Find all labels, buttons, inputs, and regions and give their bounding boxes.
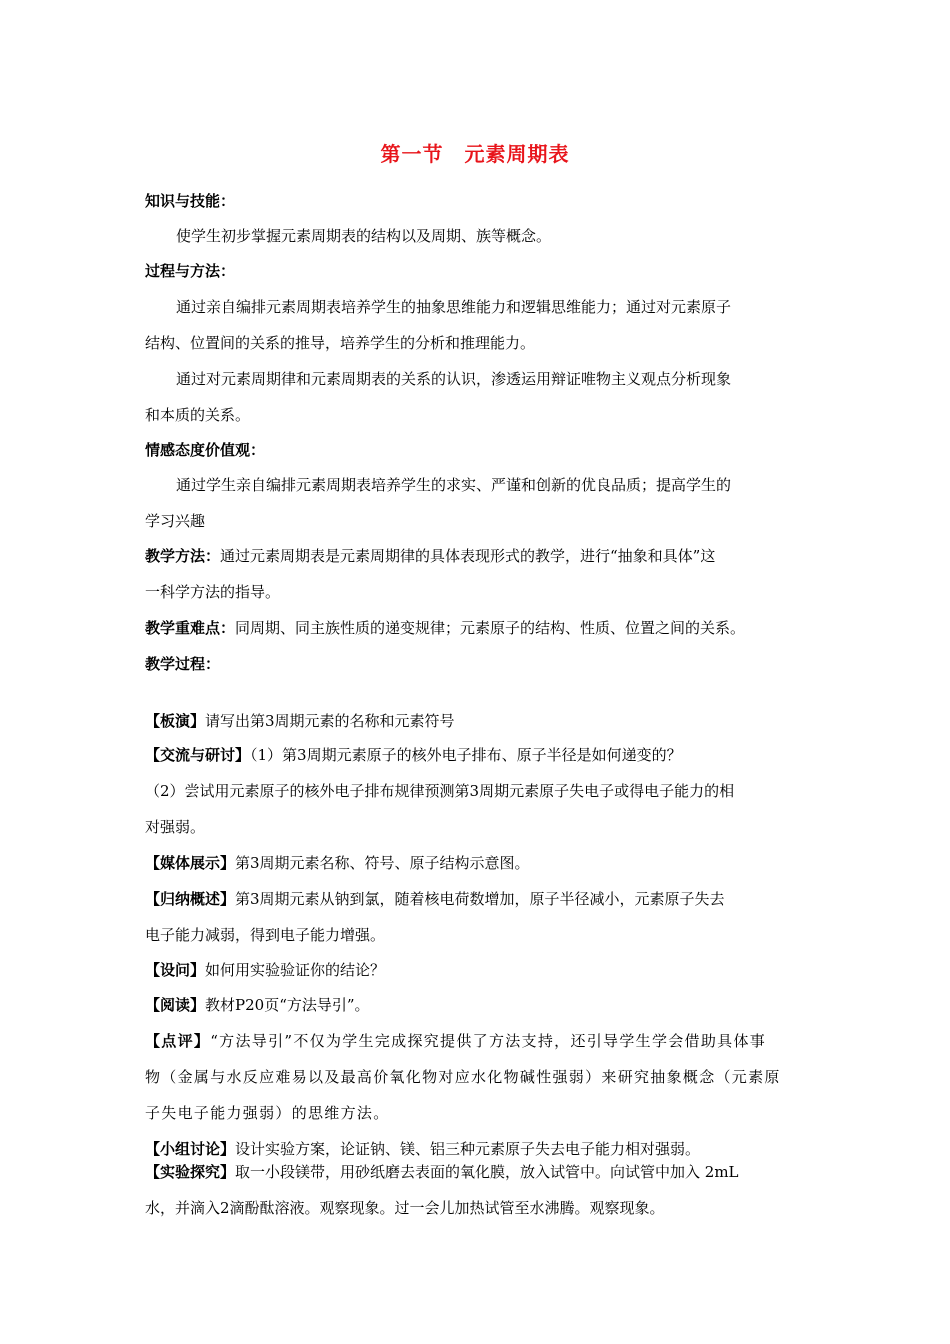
step-summary bbox=[145, 889, 815, 909]
step-experiment-line1: 取一小段镁带，用砂纸磨去表面的氧化膜，放入试管中。向试管中加入 2mL bbox=[235, 1163, 739, 1181]
step-experiment bbox=[145, 1162, 815, 1182]
step-group-tag: 【小组讨论】 bbox=[145, 1140, 236, 1158]
method-heading: 教学方法： bbox=[145, 547, 221, 565]
step-group bbox=[145, 1139, 815, 1159]
step-reading-tag: 【阅读】 bbox=[145, 996, 206, 1014]
process-p1-line2: 结构、位置间的关系的推导，培养学生的分析和推理能力。 bbox=[145, 334, 536, 352]
method-line1 bbox=[145, 546, 815, 566]
step-experiment-line2: 水，并滴入2滴酚酞溶液。观察现象。过一会儿加热试管至水沸腾。观察现象。 bbox=[145, 1199, 665, 1217]
step-summary-tag: 【归纳概述】 bbox=[145, 890, 236, 908]
step-media-text: 第3周期元素名称、符号、原子结构示意图。 bbox=[235, 854, 530, 872]
key-points-line bbox=[145, 618, 815, 638]
step-comment bbox=[145, 1031, 815, 1051]
step-board-tag: 【板演】 bbox=[145, 712, 206, 730]
step-comment-line1: “方法导引”不仅为学生完成探究提供了方法支持，还引导学生学会借助具体事 bbox=[210, 1032, 767, 1050]
step-question bbox=[145, 960, 815, 980]
emotion-p1-line1: 通过学生亲自编排元素周期表培养学生的求实、严谨和创新的优良品质；提高学生的 bbox=[176, 476, 732, 494]
knowledge-heading: 知识与技能： bbox=[145, 192, 236, 210]
method-line2: 一科学方法的指导。 bbox=[145, 583, 281, 601]
key-points-heading: 教学重难点： bbox=[145, 619, 236, 637]
step-discuss-line3: 对强弱。 bbox=[145, 818, 206, 836]
step-summary-line1: 第3周期元素从钠到氯，随着核电荷数增加，原子半径减小，元素原子失去 bbox=[235, 890, 725, 908]
step-discuss-tag: 【交流与研讨】 bbox=[145, 746, 251, 764]
process-p2-line2: 和本质的关系。 bbox=[145, 406, 251, 424]
key-points-text: 同周期、同主族性质的递变规律；元素原子的结构、性质、位置之间的关系。 bbox=[235, 619, 746, 637]
step-media-tag: 【媒体展示】 bbox=[145, 854, 236, 872]
step-comment-line2: 物（金属与水反应难易以及最高价氧化物对应水化物碱性强弱）来研究抽象概念（元素原 bbox=[145, 1068, 781, 1086]
method-text: 通过元素周期表是元素周期律的具体表现形式的教学，进行“抽象和具体”这 bbox=[220, 547, 716, 565]
teaching-process-heading: 教学过程： bbox=[145, 655, 221, 673]
step-experiment-tag: 【实验探究】 bbox=[145, 1163, 236, 1181]
emotion-heading: 情感态度价值观： bbox=[145, 441, 266, 459]
step-question-tag: 【设问】 bbox=[145, 961, 206, 979]
step-group-text: 设计实验方案，论证钠、镁、铝三种元素原子失去电子能力相对强弱。 bbox=[235, 1140, 701, 1158]
step-discuss-line1: （1）第3周期元素原子的核外电子排布、原子半径是如何递变的？ bbox=[250, 746, 682, 764]
step-board-text: 请写出第3周期元素的名称和元素符号 bbox=[205, 712, 455, 730]
step-reading bbox=[145, 995, 815, 1015]
step-question-text: 如何用实验验证你的结论？ bbox=[205, 961, 386, 979]
page-title: 第一节 元素周期表 bbox=[380, 142, 570, 166]
process-p1-line1: 通过亲自编排元素周期表培养学生的抽象思维能力和逻辑思维能力；通过对元素原子 bbox=[176, 298, 732, 316]
step-media bbox=[145, 853, 815, 873]
knowledge-text: 使学生初步掌握元素周期表的结构以及周期、族等概念。 bbox=[176, 227, 552, 245]
process-p2-line1: 通过对元素周期律和元素周期表的关系的认识，渗透运用辩证唯物主义观点分析现象 bbox=[176, 370, 732, 388]
step-summary-line2: 电子能力减弱，得到电子能力增强。 bbox=[145, 926, 386, 944]
process-heading: 过程与方法： bbox=[145, 262, 236, 280]
step-discuss bbox=[145, 745, 815, 765]
step-reading-text: 教材P20页“方法导引”。 bbox=[205, 996, 370, 1014]
step-discuss-line2: （2）尝试用元素原子的核外电子排布规律预测第3周期元素原子失电子或得电子能力的相 bbox=[145, 782, 735, 800]
step-board bbox=[145, 711, 815, 731]
step-comment-tag: 【点评】 bbox=[145, 1032, 211, 1050]
emotion-p1-line2: 学习兴趣 bbox=[145, 512, 206, 530]
step-comment-line3: 子失电子能力强弱）的思维方法。 bbox=[145, 1104, 390, 1122]
